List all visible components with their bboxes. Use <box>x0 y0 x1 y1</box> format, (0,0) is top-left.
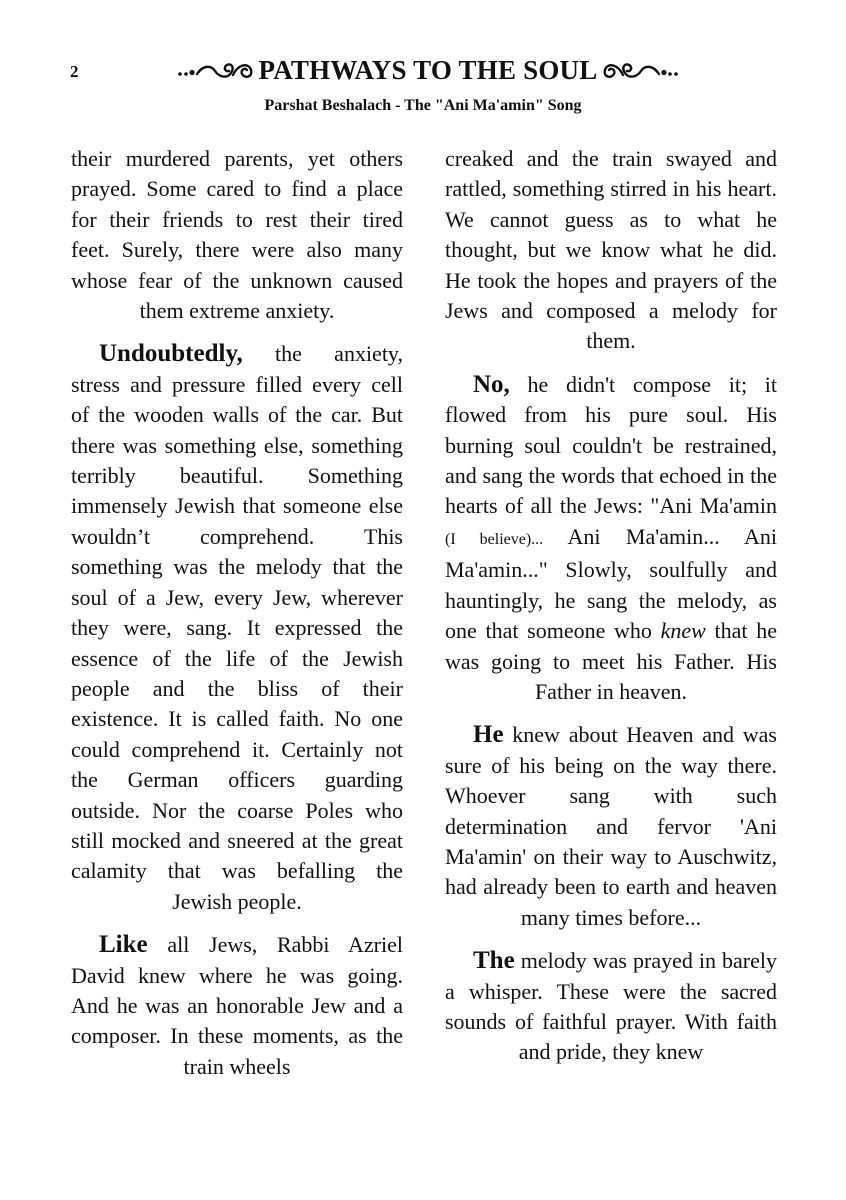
paragraph-text: knew about Heaven and was sure of his being on the way there. Whoever sang with such determination and fervor 'Ani Ma'amin' on their way to Auschwitz, had already been to earth and heaven many times before... <box>445 722 777 930</box>
paragraph-text: he didn't compose it; it flowed from his pure soul. His burning soul couldn't be restrained, and sang the words that echoed in the hearts of all the Jews: "Ani Ma'amin <box>445 371 777 519</box>
paragraph <box>71 930 403 1082</box>
lead-word: Undoubtedly, <box>99 340 243 368</box>
paragraph <box>445 144 777 357</box>
left-column <box>71 144 403 1082</box>
paragraph <box>71 339 403 917</box>
left-flourish-icon <box>175 57 255 83</box>
right-flourish-icon <box>601 57 681 83</box>
lead-word: The <box>473 947 515 975</box>
right-column <box>445 144 777 1068</box>
paragraph-text: creaked and the train swayed and rattled, something stirred in his heart. We cannot guess as to what he thought, but we know what he did. He took the hopes and prayers of the Jews and composed a melody for them. <box>445 146 777 354</box>
paragraph-text: their murdered parents, yet others prayed. Some cared to find a place for their friends to rest their tired feet. Surely, there were also many whose fear of the unknown caused them extreme anxiety. <box>71 146 403 324</box>
publication-title: PATHWAYS TO THE SOUL <box>258 54 598 85</box>
paragraph-text: melody was prayed in barely a whisper. These were the sacred sounds of faithful prayer. With faith and pride, they knew <box>445 948 777 1065</box>
paragraph <box>71 144 403 326</box>
paragraph <box>445 720 777 933</box>
paragraph-text: that he was going to meet his Father. His Father in heaven. <box>445 618 777 704</box>
lead-word: Like <box>99 931 148 959</box>
emphasis: knew <box>660 618 706 644</box>
paragraph-text: all Jews, Rabbi Azriel David knew where he was going. And he was an honorable Jew and a composer. In these moments, as the train wheels <box>71 932 403 1079</box>
header-banner <box>128 50 728 90</box>
lead-word: No, <box>473 370 510 398</box>
page-number: 2 <box>70 62 79 81</box>
translation-note: (I believe)... <box>445 530 544 548</box>
paragraph <box>445 370 777 707</box>
paragraph-text: Ani Ma'amin... Ani Ma'amin..." Slowly, soulfully and hauntingly, he sang the melody, as one that someone who <box>445 523 777 644</box>
lead-word: He <box>473 721 504 749</box>
paragraph <box>445 946 777 1068</box>
article-subtitle: Parshat Beshalach - The "Ani Ma'amin" Song <box>264 97 582 114</box>
paragraph-text: the anxiety, stress and pressure filled every cell of the wooden walls of the car. But there was something else, something terribly beautiful. Something immensely Jewish that someone else wouldn’t comprehend. This something was the melody that the soul of a Jew, every Jew, wherever they were, sang. It expressed the essence of the life of the Jewish people and the bliss of their existence. It is called faith. No one could comprehend it. Certainly not the German officers guarding outside. Nor the coarse Poles who still mocked and sneered at the great calamity that was befalling the Jewish people. <box>71 341 403 914</box>
